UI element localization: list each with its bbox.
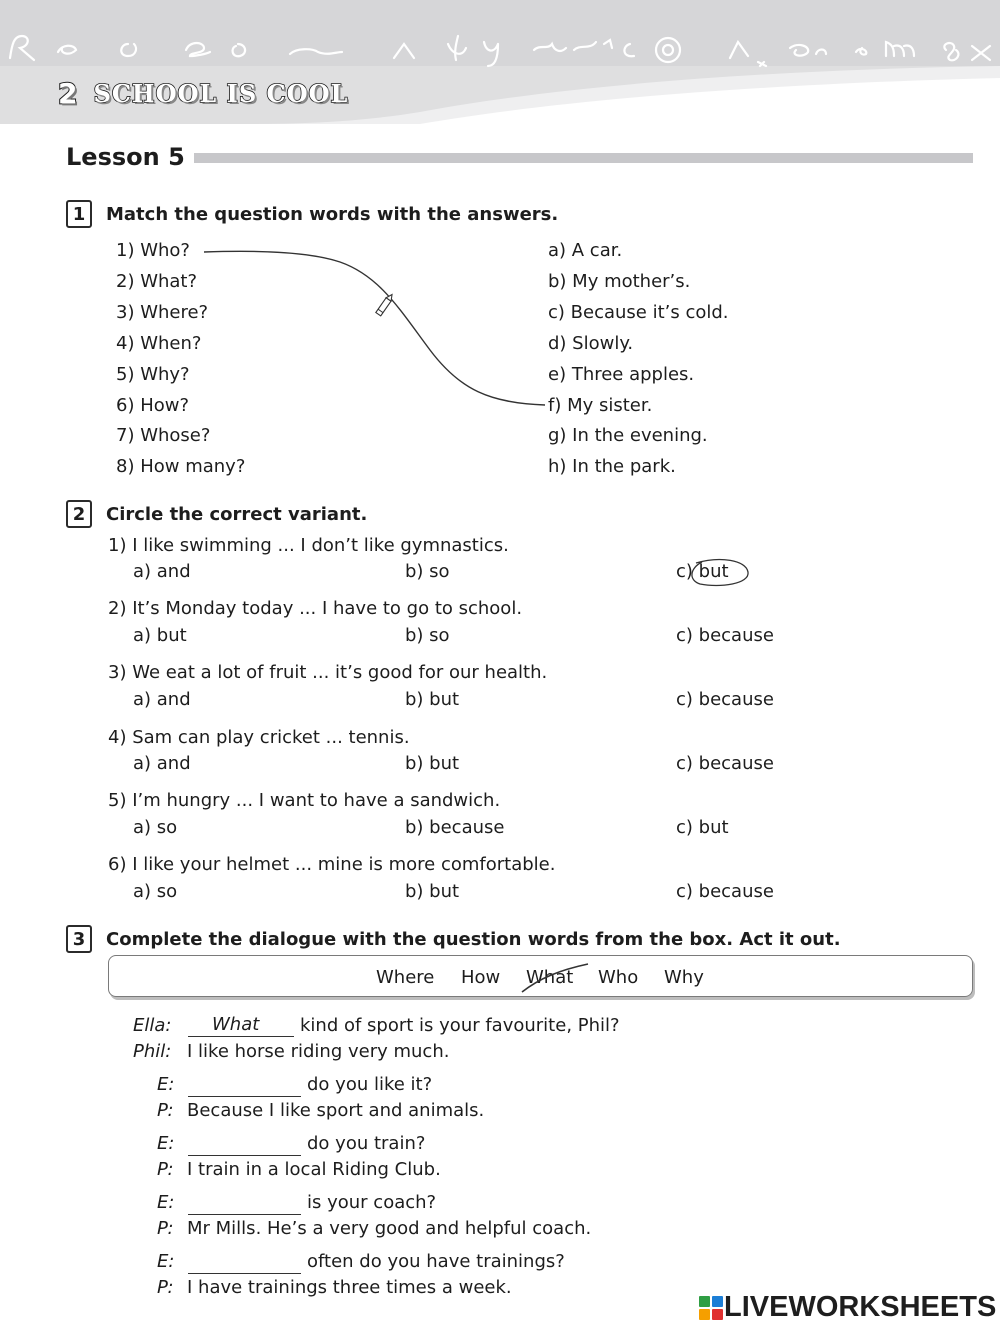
- match-question[interactable]: 2) What?: [116, 271, 198, 292]
- dialogue-line: do you train?: [307, 1133, 426, 1154]
- option-a[interactable]: a) but: [133, 625, 187, 646]
- dialogue-line: do you like it?: [307, 1074, 433, 1095]
- answer-blank[interactable]: [188, 1273, 301, 1274]
- option-b[interactable]: b) but: [405, 881, 460, 902]
- sentence: 4) Sam can play cricket ... tennis.: [108, 727, 410, 748]
- dialogue-line: kind of sport is your favourite, Phil?: [300, 1015, 620, 1036]
- exercise-1-title: Match the question words with the answers.: [106, 203, 559, 225]
- dialogue-line: Mr Mills. He’s a very good and helpful coach.: [187, 1218, 592, 1239]
- decorative-letters: [0, 14, 1000, 76]
- box-word[interactable]: How: [461, 967, 501, 988]
- speaker-label: E:: [157, 1133, 175, 1154]
- option-a[interactable]: a) so: [133, 881, 178, 902]
- option-a[interactable]: a) and: [133, 561, 191, 582]
- match-answer[interactable]: d) Slowly.: [548, 333, 634, 354]
- option-b[interactable]: b) but: [405, 689, 460, 710]
- option-b[interactable]: b) because: [405, 817, 505, 838]
- match-question[interactable]: 3) Where?: [116, 302, 209, 323]
- option-b[interactable]: b) but: [405, 753, 460, 774]
- match-answer[interactable]: e) Three apples.: [548, 364, 695, 385]
- option-c[interactable]: c) but: [676, 817, 729, 838]
- match-question[interactable]: 6) How?: [116, 395, 190, 416]
- pencil-icon: [376, 293, 395, 316]
- answer-blank[interactable]: [188, 1096, 301, 1097]
- option-a[interactable]: a) and: [133, 753, 191, 774]
- sentence: 2) It’s Monday today ... I have to go to school.: [108, 598, 523, 619]
- speaker-label: E:: [157, 1192, 175, 1213]
- sentence: 1) I like swimming ... I don’t like gymnastics.: [108, 535, 509, 556]
- match-answer[interactable]: f) My sister.: [548, 395, 653, 416]
- answer-blank[interactable]: [188, 1214, 301, 1215]
- dialogue-line: I like horse riding very much.: [187, 1041, 450, 1062]
- dialogue-line: I have trainings three times a week.: [187, 1277, 512, 1298]
- sentence: 3) We eat a lot of fruit ... it’s good for our health.: [108, 662, 548, 683]
- logo-text: LIVEWORKSHEETS: [724, 1291, 997, 1323]
- speaker-label: P:: [157, 1277, 174, 1298]
- option-c[interactable]: c) but: [676, 561, 729, 582]
- answer-blank[interactable]: [188, 1155, 301, 1156]
- match-question[interactable]: 4) When?: [116, 333, 202, 354]
- lesson-title: Lesson 5: [66, 143, 185, 171]
- speaker-label: E:: [157, 1251, 175, 1272]
- match-answer[interactable]: b) My mother’s.: [548, 271, 691, 292]
- speaker-label: P:: [157, 1218, 174, 1239]
- exercise-3-number: 3: [66, 925, 92, 953]
- match-question[interactable]: 5) Why?: [116, 364, 190, 385]
- exercise-2-heading: [66, 500, 367, 528]
- exercise-3-heading: [66, 925, 841, 953]
- option-b[interactable]: b) so: [405, 625, 450, 646]
- speaker-label: E:: [157, 1074, 175, 1095]
- match-answer[interactable]: a) A car.: [548, 240, 623, 261]
- match-question[interactable]: 1) Who?: [116, 240, 190, 261]
- match-answer[interactable]: c) Because it’s cold.: [548, 302, 729, 323]
- exercise-3-title: Complete the dialogue with the question words from the box. Act it out.: [106, 928, 841, 950]
- match-question[interactable]: 8) How many?: [116, 456, 246, 477]
- logo-icon: [698, 1295, 724, 1321]
- answer-blank[interactable]: [188, 1036, 294, 1037]
- exercise-1-number: 1: [66, 200, 92, 228]
- option-a[interactable]: a) so: [133, 817, 178, 838]
- option-c[interactable]: c) because: [676, 625, 774, 646]
- option-b[interactable]: b) so: [405, 561, 450, 582]
- liveworksheets-logo[interactable]: [698, 1291, 996, 1324]
- match-question[interactable]: 7) Whose?: [116, 425, 211, 446]
- speaker-label: P:: [157, 1159, 174, 1180]
- option-a[interactable]: a) and: [133, 689, 191, 710]
- exercise-2-title: Circle the correct variant.: [106, 503, 368, 525]
- option-c[interactable]: c) because: [676, 753, 774, 774]
- box-word[interactable]: What: [526, 967, 574, 988]
- unit-title: SCHOOL IS COOL: [93, 78, 349, 108]
- speaker-label: Ella:: [133, 1015, 172, 1036]
- lesson-divider: [194, 153, 973, 163]
- dialogue-line: I train in a local Riding Club.: [187, 1159, 441, 1180]
- speaker-label: P:: [157, 1100, 174, 1121]
- example-answer: What: [212, 1014, 260, 1035]
- option-c[interactable]: c) because: [676, 689, 774, 710]
- box-word[interactable]: Who: [598, 967, 639, 988]
- exercise-1-heading: [66, 200, 558, 228]
- dialogue-line: Because I like sport and animals.: [187, 1100, 485, 1121]
- match-answer[interactable]: h) In the park.: [548, 456, 676, 477]
- match-answer[interactable]: g) In the evening.: [548, 425, 708, 446]
- box-word[interactable]: Where: [376, 967, 435, 988]
- unit-heading: [58, 76, 348, 110]
- dialogue-line: often do you have trainings?: [307, 1251, 565, 1272]
- dialogue-line: is your coach?: [307, 1192, 437, 1213]
- box-word[interactable]: Why: [664, 967, 704, 988]
- speaker-label: Phil:: [133, 1041, 172, 1062]
- exercise-2-number: 2: [66, 500, 92, 528]
- unit-number: 2: [58, 76, 78, 110]
- option-c[interactable]: c) because: [676, 881, 774, 902]
- sentence: 6) I like your helmet ... mine is more comfortable.: [108, 854, 556, 875]
- sentence: 5) I’m hungry ... I want to have a sandwich.: [108, 790, 501, 811]
